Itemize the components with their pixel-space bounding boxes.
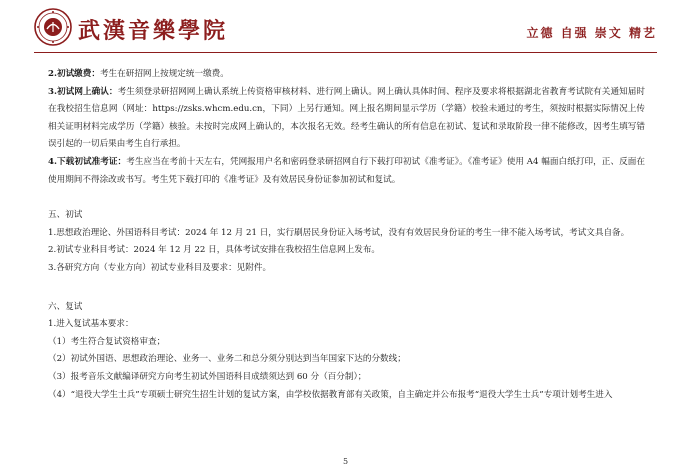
list-item: （1）考生符合复试资格审查； (48, 336, 166, 347)
page-header (0, 0, 691, 56)
list-item: （2）初试外国语、思想政治理论、业务一、业务二和总分须分别达到当年国家下达的分数线； (48, 354, 406, 365)
paragraph-fee (48, 66, 645, 84)
list-item: 1.思想政治理论、外国语科目考试：2024 年 12 月 21 日，实行刷居民身份证入场考试，没有有效居民身份证的考生一律不能入场考试，考试文具自备。 (48, 227, 630, 238)
list-item: 2.初试专业科目考试：2024 年 12 月 22 日，具体考试安排在我校招生信息网上发布。 (48, 245, 381, 256)
paragraph-lead: 3.初试网上确认： (48, 86, 118, 97)
sub-heading: 1.进入复试基本要求： (48, 319, 134, 330)
paragraph-text: 考生须登录研招网网上确认系统上传资格审核材料、进行网上确认。网上确认具体时间、程序及要求将根据湖北省教育考试院有关通知届时在我校招生信息网（网址：https://zsks.whcm.edu.cn，下同）上另行通知。网上报名期间显示学历（学籍）校验未通过的考生，须按时根据实际情况上传相关证明材料完成学历（学籍）核验。未按时完成网上确认的，本次报名无效。经考生确认的所有信息在初试、复试和录取阶段一律不能修改，因考生填写错误引起的一切后果由考生自行承担。 (48, 86, 645, 150)
page-number: 5 (342, 457, 349, 466)
paragraph-lead: 2.初试缴费： (48, 69, 100, 79)
paragraph-admission-ticket (48, 154, 645, 189)
school-seal-icon (34, 8, 72, 46)
paragraph-lead: 4.下载初试准考证： (48, 156, 127, 167)
section-title-preliminary: 五、初试 (48, 210, 83, 221)
list-item: 3.各研究方向（专业方向）初试专业科目及要求：见附件。 (48, 262, 272, 273)
header-divider (34, 52, 657, 53)
list-item: （4）“退役大学生士兵”专项硕士研究生招生计划的复试方案，由学校依据教育部有关政策，自主确定并公布报考“退役大学生士兵”专项计划考生进入 (48, 389, 613, 400)
list-item: （3）报考音乐文献编译研究方向考生初试外国语科目成绩须达到 60 分（百分制）； (48, 371, 367, 382)
document-body (48, 66, 645, 404)
school-motto: 立德 自强 崇文 精艺 (526, 26, 657, 40)
paragraph-text: 考生应当在考前十天左右，凭网报用户名和密码登录研招网自行下载打印初试《准考证》。《准考证》使用 A4 幅面白纸打印，正、反面在使用期间不得涂改或书写。考生凭下载打印的《准考证》及有效居民身份证参加初试和复试。 (48, 156, 645, 185)
paragraph-text: 考生在研招网上按规定统一缴费。 (99, 69, 229, 79)
paragraph-online-confirm (48, 84, 645, 154)
section-title-retest: 六、复试 (48, 301, 83, 312)
school-name: 武漢音樂學院 (78, 18, 229, 44)
